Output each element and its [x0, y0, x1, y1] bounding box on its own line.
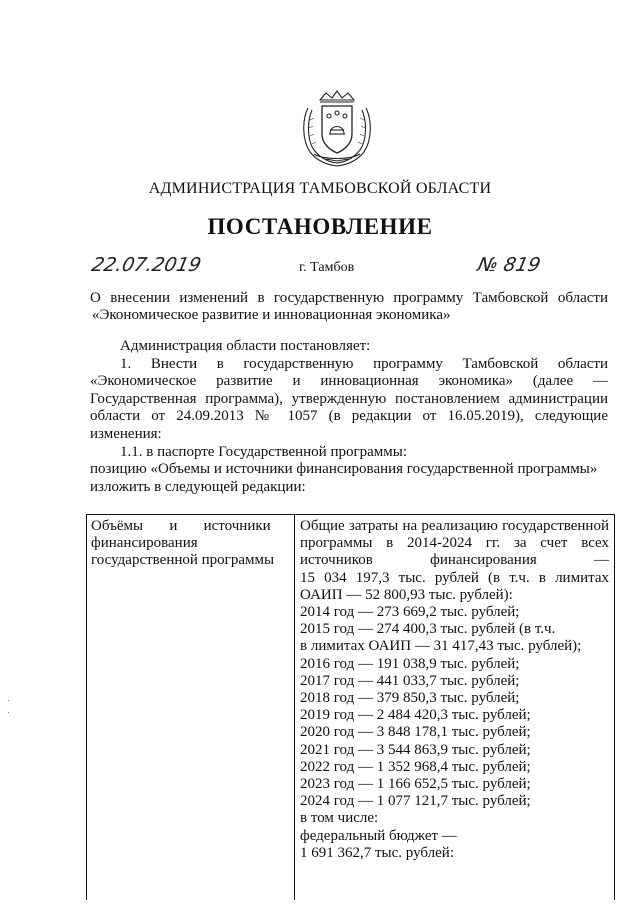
subject-line: О внесении изменений в государственную программу Тамбовской области: [90, 290, 608, 306]
body-paragraph-line: области от 24.09.2013 № 1057 (в редакции от 16.05.2019), следующие: [90, 408, 608, 425]
body-paragraph-line: «Экономическое развитие и инновационная экономика» (далее —: [90, 373, 608, 390]
scan-artifact: [8, 712, 9, 713]
city-label: г. Тамбов: [299, 260, 355, 275]
table-cell-line: ОАИП — 52 800,93 тыс. рублей):: [300, 586, 513, 603]
body-paragraph-line: позицию «Объемы и источники финансирования государственной программы»: [90, 461, 598, 478]
table-cell-line: государственной программы: [91, 552, 275, 569]
table-cell-line: 2024 год — 1 077 121,7 тыс. рублей;: [300, 793, 531, 810]
table-cell-line: 15 034 197,3 тыс. рублей (в т.ч. в лимитах: [300, 569, 609, 586]
table-cell-value: [300, 518, 609, 862]
table-cell-line: 2021 год — 3 544 863,9 тыс. рублей;: [300, 741, 531, 758]
document-type-title: ПОСТАНОВЛЕНИЕ: [207, 214, 433, 239]
table-column-divider: [294, 515, 295, 900]
table-cell-label: [91, 518, 289, 570]
scan-artifact: [8, 700, 9, 701]
table-cell-line: источников финансирования —: [300, 552, 609, 569]
body-intro: Администрация области постановляет:: [120, 338, 371, 354]
table-cell-line: 2014 год — 273 669,2 тыс. рублей;: [300, 604, 520, 621]
document-subject: [90, 290, 608, 324]
subject-line: «Экономическое развитие и инновационная экономика»: [92, 307, 451, 323]
table-cell-line: 2015 год — 274 400,3 тыс. рублей (в т.ч.: [300, 621, 556, 638]
table-cell-line: федеральный бюджет —: [300, 827, 457, 844]
body-paragraph-line: 1. Внести в государственную программу Тамбовской области: [120, 355, 608, 372]
body-subparagraph: 1.1. в паспорте Государственной программы:: [120, 443, 408, 460]
body-paragraph-line: изложить в следующей редакции:: [90, 478, 306, 495]
table-cell-line: 1 691 362,7 тыс. рублей:: [300, 844, 454, 861]
table-cell-line: 2019 год — 2 484 420,3 тыс. рублей;: [300, 707, 531, 724]
table-cell-line: финансирования: [91, 535, 198, 552]
table-cell-line: Общие затраты на реализацию государственной: [300, 518, 609, 534]
organization-name: АДМИНИСТРАЦИЯ ТАМБОВСКОЙ ОБЛАСТИ: [148, 180, 492, 197]
financing-table: [86, 514, 615, 900]
table-cell-line: 2023 год — 1 166 652,5 тыс. рублей;: [300, 776, 531, 793]
table-cell-line: 2016 год — 191 038,9 тыс. рублей;: [300, 655, 520, 672]
table-cell-line: Объёмы и источники: [91, 518, 271, 534]
handwritten-date: 22.07.2019: [89, 254, 204, 276]
handwritten-document-number: № 819: [475, 254, 543, 276]
body-paragraph-line: изменения:: [90, 425, 162, 442]
table-cell-line: 2017 год — 441 033,7 тыс. рублей;: [300, 672, 520, 689]
table-cell-line: в том числе:: [300, 810, 379, 827]
table-cell-line: 2022 год — 1 352 968,4 тыс. рублей;: [300, 758, 531, 775]
body-paragraph-line: Государственная программа), утвержденную постановлением администрации: [90, 390, 608, 407]
table-cell-line: в лимитах ОАИП — 31 417,43 тыс. рублей);: [300, 638, 582, 655]
table-cell-line: 2020 год — 3 848 178,1 тыс. рублей;: [300, 724, 531, 741]
document-body: [90, 338, 608, 496]
table-cell-line: 2018 год — 379 850,3 тыс. рублей;: [300, 690, 520, 707]
coat-of-arms-icon: [296, 90, 378, 168]
table-cell-line: программы в 2014-2024 гг. за счет всех: [300, 535, 609, 552]
